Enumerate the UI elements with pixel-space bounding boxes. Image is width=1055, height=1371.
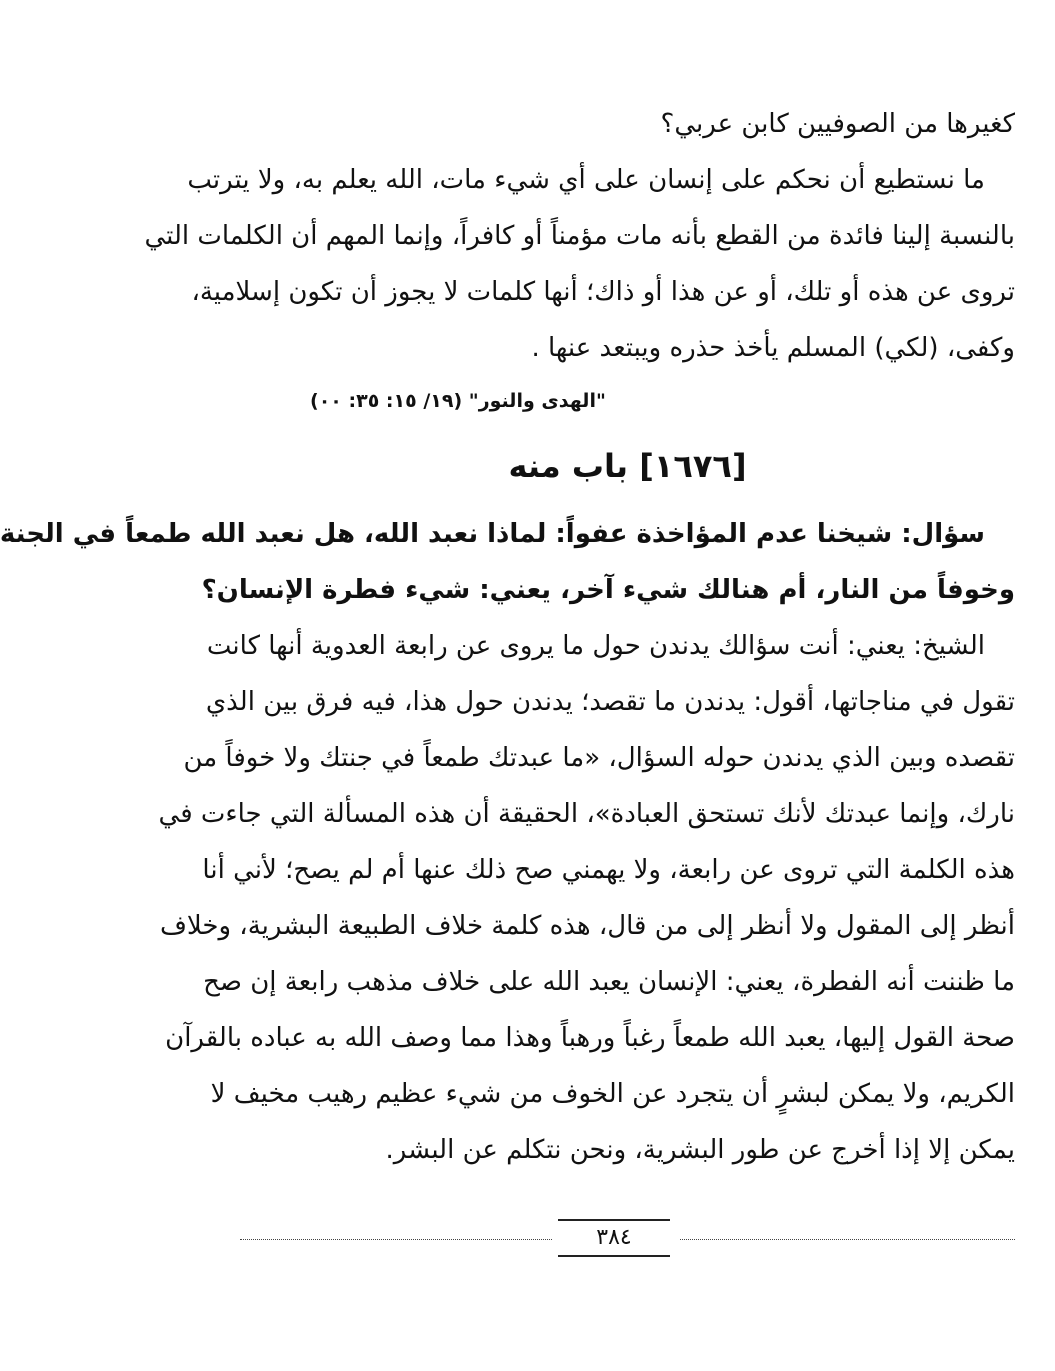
section-heading: [١٦٧٦] باب منه [508,447,747,485]
sheikh-line: صحة القول إليها، يعبد الله طمعاً رغباً ورهباً وهذا مما وصف الله به عباده بالقرآن [165,1023,1015,1053]
sheikh-line: الشيخ: يعني: أنت سؤالك يدندن حول ما يروى عن رابعة العدوية أنها كانت [206,631,985,661]
text-line: كغيرها من الصوفيين كابن عربي؟ [660,109,1015,139]
answer-line: ما نستطيع أن نحكم على إنسان على أي شيء مات، الله يعلم به، ولا يترتب [187,165,985,195]
answer-line: تروى عن هذه أو تلك، أو عن هذا أو ذاك؛ أنها كلمات لا يجوز أن تكون إسلامية، [191,277,1015,307]
sheikh-line: الكريم، ولا يمكن لبشرٍ أن يتجرد عن الخوف من شيء عظيم رهيب مخيف لا [210,1079,1015,1109]
answer-line: بالنسبة إلينا فائدة من القطع بأنه مات مؤمناً أو كافراً، وإنما المهم أن الكلمات التي [144,221,1015,251]
sheikh-line: ما ظننت أنه الفطرة، يعني: الإنسان يعبد الله على خلاف مذهب رابعة إن صح [203,967,1015,997]
sheikh-line: أنظر إلى المقول ولا أنظر إلى من قال، هذه كلمة خلاف الطبيعة البشرية، وخلاف [159,911,1015,941]
page-number: ٣٨٤ [558,1219,670,1257]
question-line: وخوفاً من النار، أم هنالك شيء آخر، يعني: شيء فطرة الإنسان؟ [201,575,1015,605]
answer-line: وكفى، (لكي) المسلم يأخذ حذره ويبتعد عنها . [531,333,1015,363]
source-citation [240,376,1015,426]
page-body [0,96,1015,1178]
footer-rule-left [240,1239,552,1240]
sheikh-line: نارك، وإنما عبدتك لأنك تستحق العبادة»، الحقيقة أن هذه المسألة التي جاءت في [158,799,1015,829]
sheikh-line: تقول في مناجاتها، أقول: يدندن ما تقصد؛ يدندن حول هذا، فيه فرق بين الذي [205,687,1015,717]
footer-rule-right [680,1239,1015,1240]
sheikh-line: يمكن إلا إذا أخرج عن طور البشرية، ونحن نتكلم عن البشر. [385,1135,1015,1165]
source-citation-text: "الهدى والنور" (١٩/ ١٥: ٣٥: ٠٠) [310,390,606,412]
sheikh-line: تقصده وبين الذي يدندن حوله السؤال، «ما عبدتك طمعاً في جنتك ولا خوفاً من [183,743,1015,773]
question-line: سؤال: شيخنا عدم المؤاخذة عفواً: لماذا نعبد الله، هل نعبد الله طمعاً في الجنة [0,519,985,549]
page-footer [240,1215,1015,1259]
sheikh-line: هذه الكلمة التي تروى عن رابعة، ولا يهمني صح ذلك عنها أم لم يصح؛ لأني أنا [202,855,1015,885]
